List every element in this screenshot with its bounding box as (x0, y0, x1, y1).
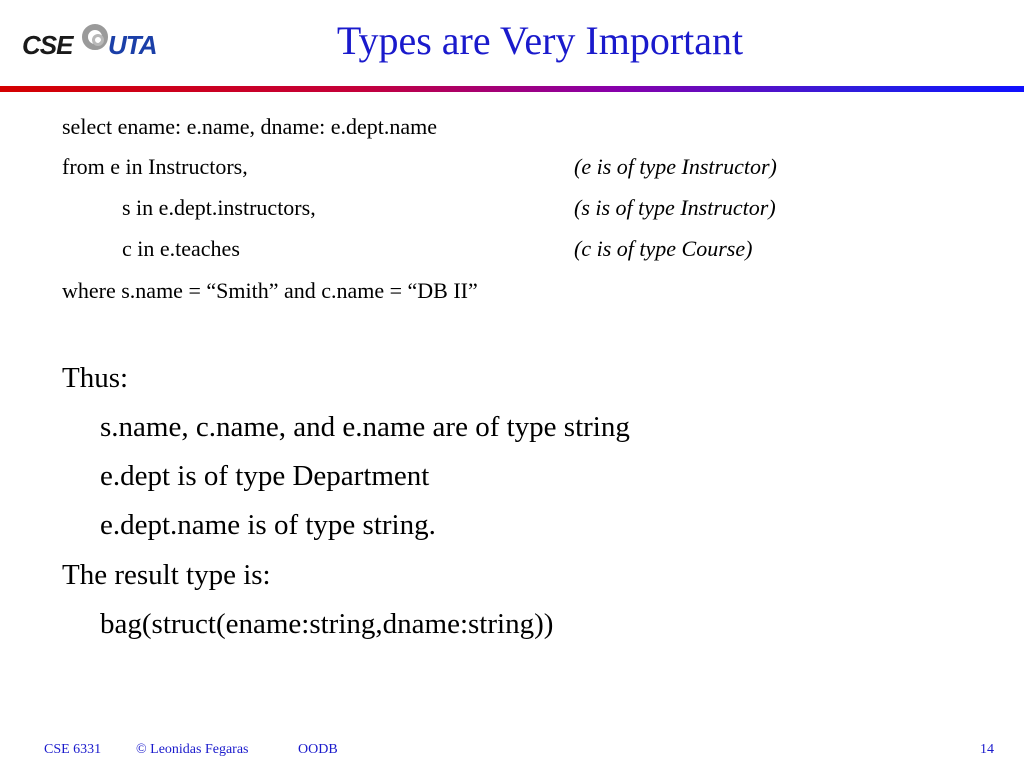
query-s-line: s in e.dept.instructors, (122, 195, 316, 220)
slide-title: Types are Very Important (336, 18, 744, 63)
cse-uta-logo (22, 22, 162, 66)
thus-label: Thus: (62, 362, 129, 394)
type-fact-2: e.dept is of type Department (100, 460, 430, 492)
query-select-line: select ename: e.name, dname: e.dept.name (62, 114, 438, 139)
logo-uta-text: UTA (108, 30, 157, 60)
query-where-line: where s.name = “Smith” and c.name = “DB II” (62, 278, 478, 303)
logo-ring-icon (82, 24, 108, 50)
query-from-line: from e in Instructors, (62, 154, 248, 179)
query-comment-e: (e is of type Instructor) (574, 154, 777, 179)
result-type-label: The result type is: (62, 559, 271, 591)
query-comment-c: (c is of type Course) (574, 236, 753, 261)
footer-author: © Leonidas Fegaras (136, 742, 249, 757)
footer-page-number: 14 (980, 742, 994, 757)
query-c-line: c in e.teaches (122, 236, 240, 261)
type-fact-1: s.name, c.name, and e.name are of type string (100, 411, 630, 443)
result-type-value: bag(struct(ename:string,dname:string)) (100, 608, 554, 640)
footer-topic: OODB (298, 742, 338, 757)
query-comment-s: (s is of type Instructor) (574, 195, 776, 220)
logo-cse-text: CSE (22, 30, 73, 60)
type-fact-3: e.dept.name is of type string. (100, 509, 436, 541)
title-divider (0, 86, 1024, 92)
footer-course: CSE 6331 (44, 742, 102, 757)
